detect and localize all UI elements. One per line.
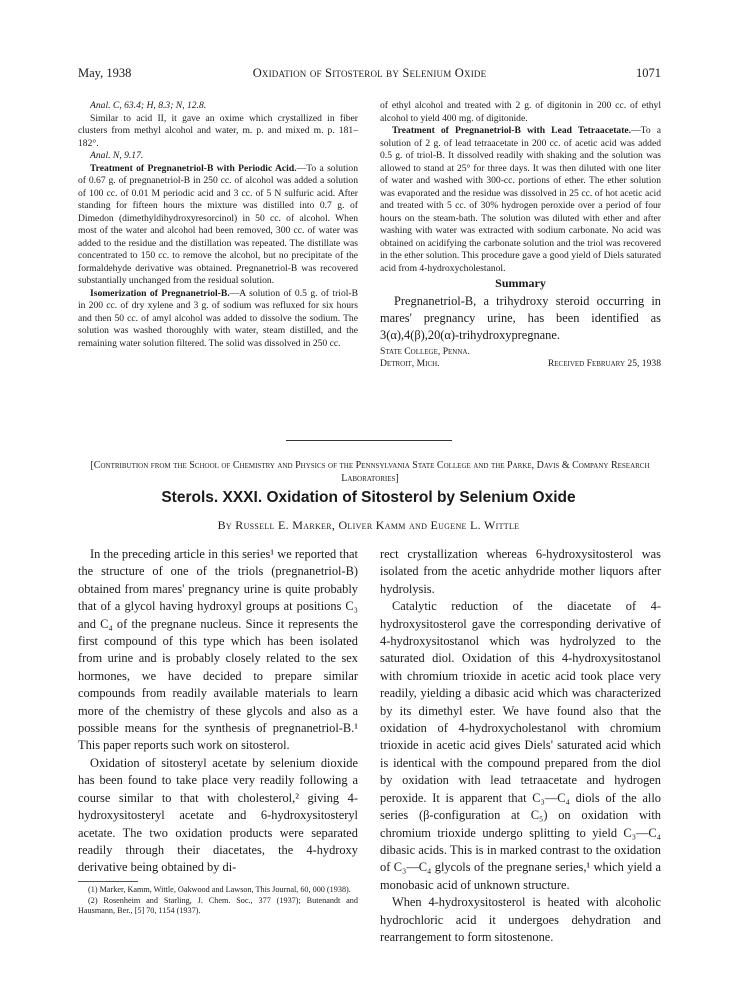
summary-heading: Summary [495, 276, 546, 290]
left-bottom-column [78, 546, 358, 917]
summary-text: Pregnanetriol-B, a trihydroxy steroid occurring in mares' pregnancy urine, has been identified as 3(α),4(β),20(α)-trihydroxypregnane. [380, 293, 661, 342]
paragraph: Catalytic reduction of the diacetate of 4-hydroxysitosterol gave the corresponding derivative of 4-hydroxysitostanol which was hydrolyzed to the saturated diol. Oxidation of this 4-hydroxysitostanol with chromium trioxide in acetic acid took place very readily, yielding a dibasic acid which was characterized by its dimethyl ester. We have found also that the oxidation of 4-hydroxycholestanol with chromium trioxide in acetic acid gives Diels' saturated acid which is identical with the compound prepared from the diol by oxidation with lead tetraacetate and hydrogen peroxide. It is apparent that C₃—C₄ diols of the allo series (β-configuration at C₅) on oxidation with chromium trioxide undergo splitting to yield C₃—C₄ dibasic acids. This is in marked contrast to the oxidation of C₃—C₄ glycols of the pregnane series,¹ which yield a monobasic acid of unknown structure. [380, 599, 661, 892]
paragraph: Oxidation of sitosteryl acetate by selenium dioxide has been found to take place very readily following a course similar to that with cholesterol,² giving 4-hydroxysitosteryl acetate and 6-hydroxysitosteryl acetate. The two oxidation products were separated readily through their diacetates, the 4-hydroxy derivative being obtained by di- [78, 755, 358, 875]
article-authors: By Russell E. Marker, Oliver Kamm and Eugene L. Wittle [217, 518, 520, 532]
location-2: Detroit, Mich. [380, 358, 440, 369]
contribution-note: [Contribution from the School of Chemistry and Physics of the Pennsylvania State College and the Parke, Davis & Company Research Laboratories] [90, 460, 650, 484]
paragraph: Isomerization of Pregnanetriol-B.—A solution of 0.5 g. of triol-B in 200 cc. of dry xylene and 3 g. of sodium was refluxed for six hours and then 50 cc. of amyl alcohol was added to dissolve the sodium. The solution was washed thoroughly with water, steam distilled, and the remaining water solution filtered. The solid was dissolved in 250 cc. [78, 287, 358, 349]
paragraph: rect crystallization whereas 6-hydroxysitosterol was isolated from the acetic anhydride mother liquors after hydrolysis. [380, 547, 661, 596]
section-heading: Isomerization of Pregnanetriol-B. [90, 287, 230, 299]
header-date: May, 1938 [78, 66, 132, 80]
paragraph: Treatment of Pregnanetriol-B with Lead Tetraacetate.—To a solution of 2 g. of lead tetraacetate in 200 cc. of acetic acid was added 0.5 g. of triol-B. It dissolved readily with shaking and the solution was allowed to stand at 25° for three days. It was then diluted with one liter of water and washed with 300-cc. portions of ether. The ether solution was evaporated and the residue was dissolved in 25 cc. of hot acetic acid and treated with 5 cc. of 30% hydrogen peroxide over a period of four hours on the steam-bath. The solution was diluted with ether and after washing with water was extracted with sodium carbonate. No acid was obtained on acidifying the carbonate solution and the triol was recovered in the ether solution. This procedure gave a good yield of Diels saturated acid from 4-hydroxycholestanol. [380, 125, 661, 274]
paragraph: When 4-hydroxysitosterol is heated with alcoholic hydrochloric acid it undergoes dehydration and rearrangement to form sitostenone. [380, 895, 661, 944]
right-bottom-column [380, 546, 661, 946]
footnote: (2) Rosenheim and Starling, J. Chem. Soc., 377 (1937); Butenandt and Hausmann, Ber., [5] 70, 1154 (1937). [78, 895, 358, 916]
header-title: Oxidation of Sitosterol by Selenium Oxide [252, 66, 487, 80]
location-1: State College, Penna. [380, 345, 470, 357]
paragraph: of ethyl alcohol and treated with 2 g. of digitonin in 200 cc. of ethyl alcohol to yield 400 mg. of digitonide. [380, 100, 661, 124]
footnotes [78, 885, 358, 917]
received-date: Received February 25, 1938 [547, 358, 661, 369]
affiliation-block [380, 346, 661, 371]
analysis-line-1: Anal. C, 63.4; H, 8.3; N, 12.8. [90, 100, 207, 111]
paragraph: Similar to acid II, it gave an oxime which crystallized in fiber clusters from methyl alcohol and water, m. p. and mixed m. p. 181–182°. [78, 112, 358, 149]
paragraph: In the preceding article in this series¹ we reported that the structure of one of the triols (pregnanetriol-B) obtained from mares' pregnancy urine is quite probably that of a glycol having hydroxyl groups at positions C₃ and C₄ of the pregnane nucleus. Since it represents the first compound of this type which has been isolated from urine and is probably closely related to the sex hormones, we have decided to prepare similar compounds from readily available materials to learn more of the chemistry of these glycols and also as a possible means for the synthesis of pregnanetriol-B.¹ This paper reports such work on sitosterol. [78, 547, 358, 753]
paragraph: Treatment of Pregnanetriol-B with Periodic Acid.—To a solution of 0.67 g. of pregnanetriol-B in 250 cc. of alcohol was added a solution of 100 cc. of 0.01 M periodic acid and 3 cc. of 5 N sulfuric acid. After standing for fifteen hours the mixture was distilled into 0.7 g. of Dimedon (dimethyldihydroxyresorcinol) in 50 cc. of alcohol. When most of the water and alcohol had been removed, 300 cc. of water was added to the residue and the distillation was repeated. The distillate was concentrated to 150 cc. to remove the alcohol, but no precipitate of the formaldehyde derivative was obtained. Pregnanetriol-B was recovered substantially unchanged from the residual solution. [78, 162, 358, 286]
section-divider [286, 440, 452, 441]
section-heading: Treatment of Pregnanetriol-B with Periodic Acid. [90, 162, 297, 174]
left-top-column [78, 100, 358, 350]
page-number: 1071 [636, 66, 661, 80]
section-heading: Treatment of Pregnanetriol-B with Lead Tetraacetate. [392, 125, 632, 136]
footnote-rule [78, 881, 138, 882]
right-top-column [380, 100, 661, 371]
article-title: Sterols. XXXI. Oxidation of Sitosterol by Selenium Oxide [161, 489, 576, 506]
footnote: (1) Marker, Kamm, Wittle, Oakwood and Lawson, This Journal, 60, 000 (1938). [88, 884, 351, 894]
analysis-line-2: Anal. N, 9.17. [90, 150, 144, 161]
running-header [78, 66, 661, 84]
